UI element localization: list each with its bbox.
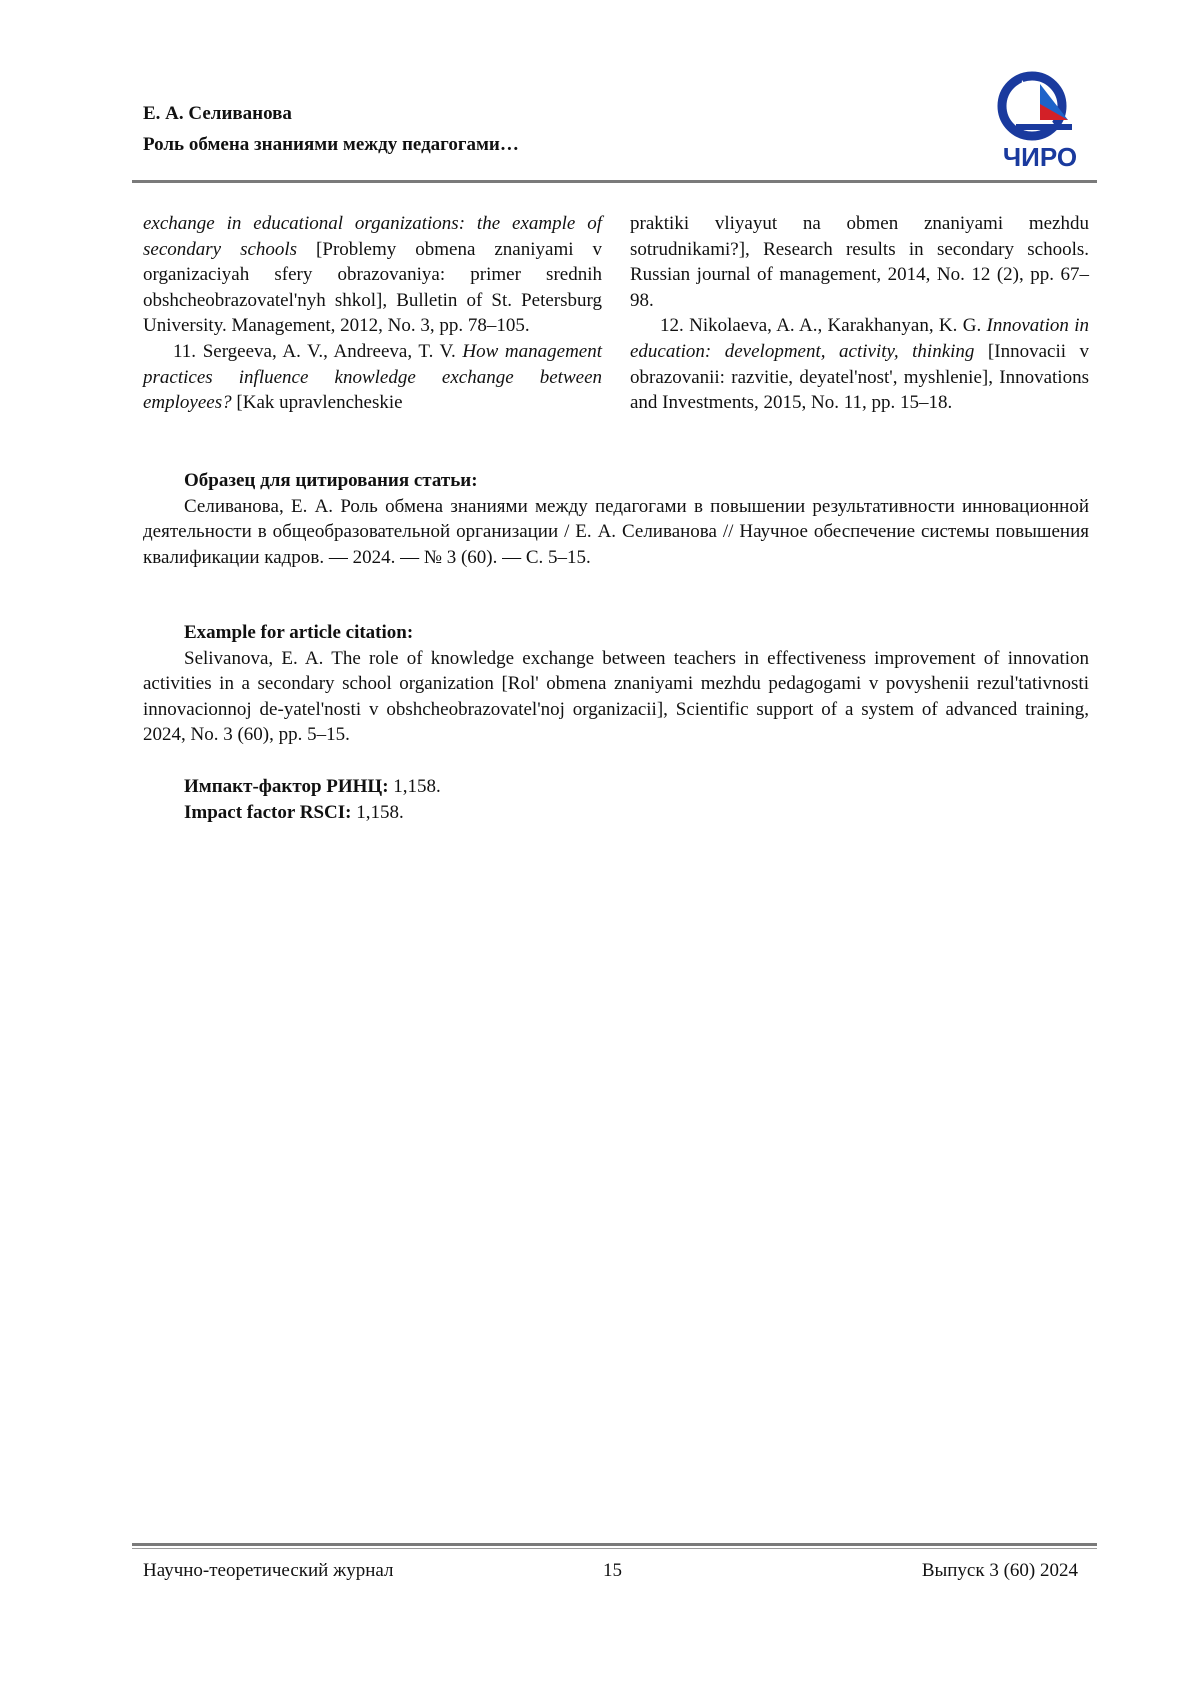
citation-text-ru: Селиванова, Е. А. Роль обмена знаниями между педагогами в повышении результативности инновационной деятельности в общеобразовательной организации / Е. А. Селиванова // Научное обеспечение системы повышения квалификации кадров. — 2024. — № 3 (60). — С. 5–15.: [143, 494, 1089, 571]
reference-text: [Problemy obmena znaniyami v organizaciyah sfery obrazovaniya: primer srednih obshcheobrazovatel'nyh shkol], Bulletin of St. Petersburg University. Management, 2012, No. 3, pp. 78–105.: [143, 239, 602, 337]
references-column-left: [143, 211, 602, 416]
reference-12: [630, 313, 1089, 415]
impact-factor-block: [184, 774, 441, 826]
citation-block-ru: [143, 468, 1089, 570]
footer-journal: Научно-теоретический журнал: [143, 1558, 393, 1584]
reference-italic-title: Innovation in education: development, activity, thinking: [630, 315, 1089, 362]
logo-text: ЧИРО: [1003, 142, 1077, 172]
impact-value-ru: 1,158.: [389, 776, 441, 797]
citation-block-en: [143, 620, 1089, 748]
header-rule: [132, 180, 1097, 183]
reference-11-continued: praktiki vliyayut na obmen znaniyami mezhdu sotrudnikami?], Research results in secondary schools. Russian journal of management, 2014, No. 12 (2), pp. 67–98.: [630, 211, 1089, 313]
running-header: [143, 98, 993, 160]
footer-rule-thin: [132, 1548, 1097, 1549]
reference-text: [Innovacii v obrazovanii: razvitie, deyatel'nost', myshlenie], Innovations and Investments, 2015, No. 11, pp. 15–18.: [630, 341, 1089, 413]
footer-rule: [132, 1543, 1097, 1546]
impact-factor-ru: [184, 774, 441, 800]
chiro-logo: [996, 70, 1084, 172]
reference-italic-title: exchange in educational organizations: the example of secondary schools: [143, 213, 602, 260]
reference-italic-title: How management practices influence knowledge exchange between employees?: [143, 341, 602, 413]
reference-authors: 11. Sergeeva, A. V., Andreeva, T. V.: [173, 341, 462, 362]
impact-factor-en: [184, 800, 441, 826]
citation-heading-en: Example for article citation:: [143, 620, 1089, 646]
impact-value-en: 1,158.: [351, 802, 403, 823]
citation-text-en: Selivanova, E. A. The role of knowledge exchange between teachers in effectiveness improvement of innovation activities in a secondary school organization [Rol' obmena znaniyami mezhdu pedagogami v povyshenii rezul'tativnosti innovacionnoj de-yatel'nosti v obshcheobrazovatel'noj organizacii], Scientific support of a system of advanced training, 2024, No. 3 (60), pp. 5–15.: [143, 646, 1089, 748]
reference-text: [Kak upravlencheskie: [232, 392, 403, 413]
references-column-right: [630, 211, 1089, 416]
reference-11: [143, 339, 602, 416]
references-continued: [143, 211, 1089, 416]
impact-label-ru: Импакт-фактор РИНЦ:: [184, 776, 389, 797]
citation-heading-ru: Образец для цитирования статьи:: [143, 468, 1089, 494]
reference-10-continued: [143, 211, 602, 339]
header-title: Роль обмена знаниями между педагогами…: [143, 129, 993, 160]
footer-issue: Выпуск 3 (60) 2024: [922, 1558, 1078, 1584]
header-author: Е. А. Селиванова: [143, 98, 993, 129]
page-number: 15: [603, 1558, 622, 1584]
impact-label-en: Impact factor RSCI:: [184, 802, 351, 823]
reference-authors: 12. Nikolaeva, A. A., Karakhanyan, K. G.: [660, 315, 987, 336]
